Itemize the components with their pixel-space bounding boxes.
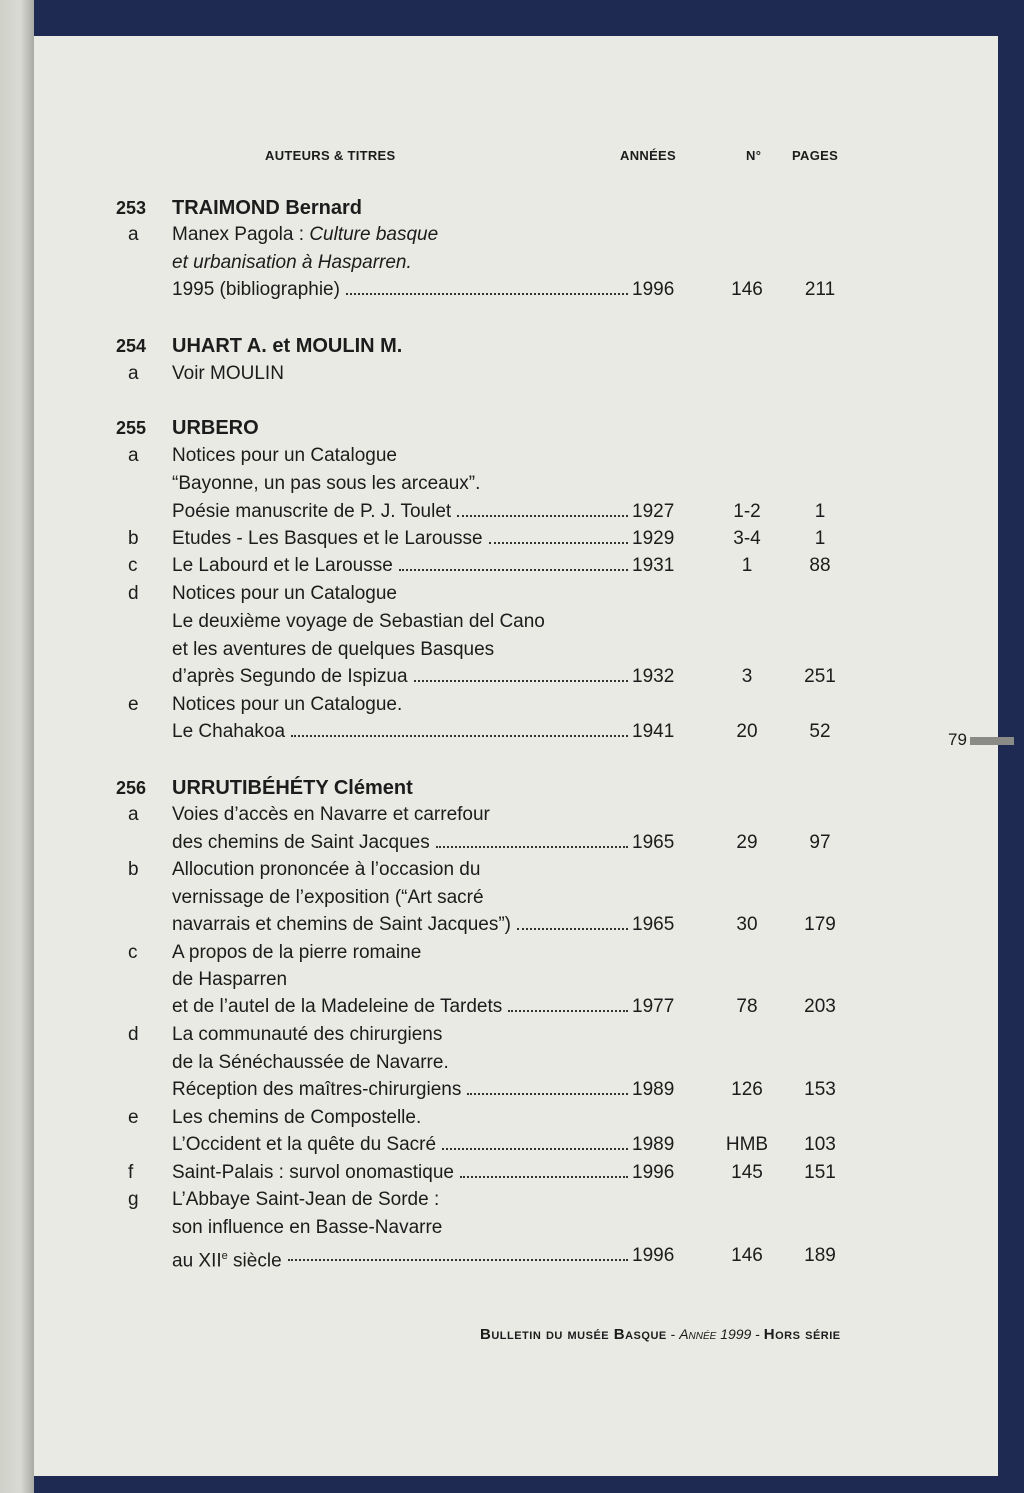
entry-title-text: L’Abbaye Saint-Jean de Sorde : bbox=[172, 1189, 440, 1210]
entry-title-text: L’Occident et la quête du Sacré bbox=[172, 1134, 437, 1155]
entry-letter: f bbox=[128, 1162, 134, 1183]
footer-hors-serie: Hors série bbox=[763, 1326, 841, 1343]
entry-row bbox=[0, 1076, 1024, 1104]
entry-row bbox=[0, 718, 1024, 746]
entry-title bbox=[172, 801, 490, 829]
entry-year: 1929 bbox=[632, 528, 675, 549]
entry-letter: b bbox=[128, 528, 139, 549]
entry-title bbox=[172, 691, 402, 719]
entry-title-text: Le Chahakoa bbox=[172, 721, 286, 742]
entry-title bbox=[172, 829, 430, 857]
entry-issue-number: 1-2 bbox=[733, 501, 761, 522]
leader-dots bbox=[436, 846, 628, 848]
leader-dots bbox=[508, 1010, 628, 1012]
entry-title bbox=[172, 1186, 439, 1214]
entry-title bbox=[172, 718, 285, 746]
entry-title bbox=[172, 608, 545, 636]
entry-title-text: Allocution prononcée à l’occasion du bbox=[172, 859, 481, 880]
entry-row bbox=[0, 856, 1024, 884]
leader-dots bbox=[288, 1259, 628, 1261]
entry-issue-number: 20 bbox=[736, 721, 758, 742]
entry-letter: a bbox=[128, 804, 139, 825]
leader-dots bbox=[291, 735, 628, 737]
entry-letter: e bbox=[128, 1107, 139, 1128]
entry-row bbox=[0, 1242, 1024, 1270]
entry-row bbox=[0, 966, 1024, 994]
entry-year: 1977 bbox=[632, 996, 675, 1017]
entry-year: 1932 bbox=[632, 666, 675, 687]
entry-year: 1931 bbox=[632, 555, 675, 576]
entry-title bbox=[172, 1131, 436, 1159]
footer-sep: - bbox=[751, 1326, 764, 1342]
entry-title bbox=[172, 580, 397, 608]
entry-title bbox=[172, 1021, 442, 1049]
leader-dots bbox=[457, 515, 628, 517]
entry-title bbox=[172, 884, 484, 912]
entry-title-text: de Hasparren bbox=[172, 969, 288, 990]
entry-issue-number: 3-4 bbox=[733, 528, 761, 549]
leader-dots bbox=[414, 680, 628, 682]
entry-title-text: Le Labourd et le Larousse bbox=[172, 555, 393, 576]
entry-page: 211 bbox=[804, 279, 836, 300]
leader-dots bbox=[517, 928, 628, 930]
entry-title bbox=[172, 552, 393, 580]
page-number: 79 bbox=[948, 730, 967, 749]
author-name: URBERO bbox=[172, 417, 259, 439]
entry-row bbox=[0, 1214, 1024, 1242]
entry-row bbox=[0, 470, 1024, 498]
entry-row bbox=[0, 884, 1024, 912]
entry-row bbox=[0, 1021, 1024, 1049]
leader-dots bbox=[442, 1148, 628, 1150]
leader-dots bbox=[489, 542, 628, 544]
author-name: TRAIMOND Bernard bbox=[172, 197, 363, 219]
entry-title-text: Etudes - Les Basques et le Larousse bbox=[172, 528, 483, 549]
entry-title bbox=[172, 1159, 454, 1187]
leader-dots bbox=[460, 1176, 628, 1178]
entry-number: 256 bbox=[116, 778, 147, 798]
entry-letter: a bbox=[128, 224, 139, 245]
entry-year: 1941 bbox=[632, 721, 675, 742]
entry-row bbox=[0, 276, 1024, 304]
entry-title-text: siècle bbox=[227, 1250, 282, 1272]
leader-dots bbox=[399, 569, 628, 571]
entry-issue-number: 30 bbox=[736, 914, 758, 935]
entry-letter: a bbox=[128, 445, 139, 466]
header-authors: AUTEURS & TITRES bbox=[265, 148, 396, 163]
author-heading bbox=[0, 414, 1024, 442]
entry-page: 189 bbox=[804, 1245, 836, 1266]
superscript: e bbox=[221, 1250, 228, 1262]
entry-page: 151 bbox=[804, 1162, 836, 1183]
entry-row bbox=[0, 1159, 1024, 1187]
footer-sep: - bbox=[666, 1326, 680, 1342]
entry-title-text: Voies d’accès en Navarre et carrefour bbox=[172, 804, 490, 825]
entry-year: 1996 bbox=[632, 279, 675, 300]
entry-title bbox=[172, 360, 284, 388]
entry-title bbox=[172, 276, 340, 304]
header-number: N° bbox=[746, 148, 762, 163]
entry-year: 1996 bbox=[632, 1245, 675, 1266]
entry-row bbox=[0, 221, 1024, 249]
entry-title bbox=[172, 1242, 282, 1275]
entry-title-text: Manex Pagola : bbox=[172, 224, 310, 245]
entry-title-text: d’après Segundo de Ispizua bbox=[172, 666, 408, 687]
entry-page: 179 bbox=[804, 914, 836, 935]
entry-title bbox=[172, 442, 397, 470]
entry-title-text: Notices pour un Catalogue bbox=[172, 445, 397, 466]
entry-title bbox=[172, 1049, 449, 1077]
entry-title bbox=[172, 221, 438, 249]
entry-page: 203 bbox=[804, 996, 836, 1017]
footer-year: Année 1999 bbox=[679, 1326, 752, 1342]
entry-row bbox=[0, 552, 1024, 580]
entry-row bbox=[0, 1131, 1024, 1159]
entry-issue-number: 146 bbox=[731, 279, 763, 300]
entry-title bbox=[172, 1214, 442, 1242]
entry-title-text: vernissage de l’exposition (“Art sacré bbox=[172, 887, 484, 908]
entry-page: 1 bbox=[814, 501, 826, 522]
entry-row bbox=[0, 1186, 1024, 1214]
entry-issue-number: 29 bbox=[736, 832, 758, 853]
entry-letter: c bbox=[128, 555, 138, 576]
author-heading bbox=[0, 332, 1024, 360]
entry-row bbox=[0, 829, 1024, 857]
entry-row bbox=[0, 911, 1024, 939]
entry-title-text: Saint-Palais : survol onomastique bbox=[172, 1162, 454, 1183]
entry-title bbox=[172, 1104, 421, 1132]
entry-row bbox=[0, 360, 1024, 388]
entry-letter: a bbox=[128, 363, 139, 384]
entry-row bbox=[0, 249, 1024, 277]
entry-title bbox=[172, 525, 483, 553]
entry-row bbox=[0, 663, 1024, 691]
entry-row bbox=[0, 636, 1024, 664]
author-name: URRUTIBÉHÉTY Clément bbox=[172, 777, 413, 799]
entry-title bbox=[172, 470, 480, 498]
entry-title-text: et les aventures de quelques Basques bbox=[172, 639, 495, 660]
entry-page: 52 bbox=[809, 721, 831, 742]
entry-year: 1927 bbox=[632, 501, 675, 522]
entry-title-text: Poésie manuscrite de P. J. Toulet bbox=[172, 501, 452, 522]
entry-title-text: navarrais et chemins de Saint Jacques”) bbox=[172, 914, 511, 935]
entry-letter: b bbox=[128, 859, 139, 880]
entry-title-text: au XII bbox=[172, 1250, 222, 1272]
entry-page: 153 bbox=[804, 1079, 836, 1100]
entry-year: 1965 bbox=[632, 832, 675, 853]
author-name: UHART A. et MOULIN M. bbox=[172, 335, 403, 357]
header-years: ANNÉES bbox=[620, 148, 676, 163]
entry-title-text: Notices pour un Catalogue bbox=[172, 583, 397, 604]
entry-title bbox=[172, 1076, 461, 1104]
entry-title-text: Réception des maîtres-chirurgiens bbox=[172, 1079, 462, 1100]
entry-issue-number: 78 bbox=[736, 996, 758, 1017]
entry-row bbox=[0, 525, 1024, 553]
entry-page: 251 bbox=[804, 666, 836, 687]
entry-year: 1996 bbox=[632, 1162, 675, 1183]
entry-row bbox=[0, 442, 1024, 470]
entry-page: 103 bbox=[804, 1134, 836, 1155]
header-pages: PAGES bbox=[792, 148, 839, 163]
entry-number: 255 bbox=[116, 418, 147, 438]
entry-letter: d bbox=[128, 1024, 139, 1045]
entry-issue-number: 1 bbox=[741, 555, 753, 576]
entry-title-italic: Culture basque bbox=[309, 224, 439, 245]
author-heading bbox=[0, 774, 1024, 802]
entry-title bbox=[172, 249, 412, 277]
entry-title-text: de la Sénéchaussée de Navarre. bbox=[172, 1052, 449, 1073]
entry-letter: e bbox=[128, 694, 139, 715]
entry-title-text: des chemins de Saint Jacques bbox=[172, 832, 430, 853]
author-heading bbox=[0, 194, 1024, 222]
entry-title bbox=[172, 993, 502, 1021]
entry-row bbox=[0, 580, 1024, 608]
entry-title bbox=[172, 663, 408, 691]
entry-issue-number: 126 bbox=[731, 1079, 763, 1100]
entry-row bbox=[0, 1104, 1024, 1132]
entry-title-text: et de l’autel de la Madeleine de Tardets bbox=[172, 996, 503, 1017]
entry-title bbox=[172, 498, 451, 526]
entry-title-text: 1995 (bibliographie) bbox=[172, 279, 340, 300]
entry-letter: c bbox=[128, 942, 138, 963]
entry-title-italic: et urbanisation à Hasparren. bbox=[172, 252, 412, 273]
entry-title-text: son influence en Basse-Navarre bbox=[172, 1217, 443, 1238]
entry-letter: d bbox=[128, 583, 139, 604]
entry-title-text: La communauté des chirurgiens bbox=[172, 1024, 443, 1045]
entry-letter: g bbox=[128, 1189, 139, 1210]
entry-year: 1965 bbox=[632, 914, 675, 935]
entry-title-text: A propos de la pierre romaine bbox=[172, 942, 422, 963]
leader-dots bbox=[467, 1093, 628, 1095]
entry-title bbox=[172, 939, 421, 967]
entry-issue-number: 3 bbox=[741, 666, 753, 687]
entry-row bbox=[0, 993, 1024, 1021]
entry-number: 254 bbox=[116, 336, 147, 356]
entry-issue-number: 146 bbox=[731, 1245, 763, 1266]
footer-bulletin: Bulletin du musée Basque bbox=[480, 1326, 667, 1343]
folio-tab bbox=[970, 737, 1014, 745]
entry-issue-number: HMB bbox=[725, 1134, 769, 1155]
entry-page: 97 bbox=[809, 832, 831, 853]
entry-row bbox=[0, 1049, 1024, 1077]
entry-number: 253 bbox=[116, 198, 147, 218]
entry-title-text: Voir MOULIN bbox=[172, 363, 284, 384]
entry-title-text: Notices pour un Catalogue. bbox=[172, 694, 403, 715]
entry-title bbox=[172, 911, 511, 939]
entry-issue-number: 145 bbox=[731, 1162, 763, 1183]
entry-title-text: Le deuxième voyage de Sebastian del Cano bbox=[172, 611, 545, 632]
entry-row bbox=[0, 608, 1024, 636]
entry-year: 1989 bbox=[632, 1079, 675, 1100]
entry-row bbox=[0, 498, 1024, 526]
leader-dots bbox=[346, 293, 628, 295]
entry-title-text: “Bayonne, un pas sous les arceaux”. bbox=[172, 473, 481, 494]
entry-title bbox=[172, 636, 494, 664]
entry-row bbox=[0, 939, 1024, 967]
entry-page: 1 bbox=[814, 528, 826, 549]
entry-title bbox=[172, 966, 287, 994]
entry-page: 88 bbox=[809, 555, 831, 576]
footer bbox=[480, 1326, 841, 1343]
entry-row bbox=[0, 691, 1024, 719]
entry-year: 1989 bbox=[632, 1134, 675, 1155]
entry-title-text: Les chemins de Compostelle. bbox=[172, 1107, 422, 1128]
entry-title bbox=[172, 856, 480, 884]
entry-row bbox=[0, 801, 1024, 829]
